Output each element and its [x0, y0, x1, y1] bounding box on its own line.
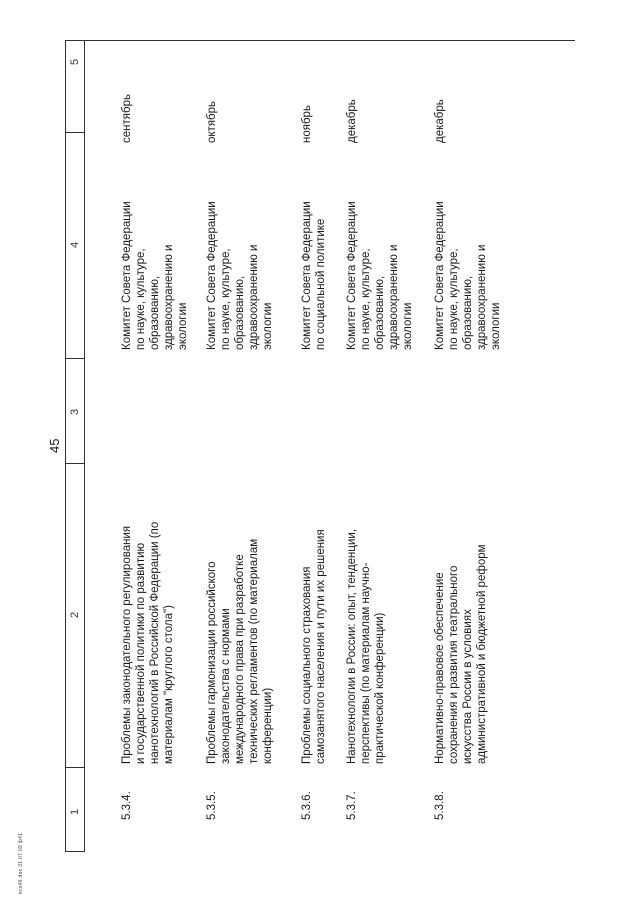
header-divider — [66, 132, 84, 133]
row-responsible: Комитет Совета Федерации по социальной политике — [301, 201, 327, 350]
row-number: 5.3.4. — [121, 791, 133, 820]
column-number-3: 3 — [69, 408, 81, 415]
column-number-2: 2 — [69, 611, 81, 618]
column-number-1: 1 — [69, 808, 81, 815]
row-title: Нормативно-правовое обеспечение сохранения и развития театрального искусства России в условиях административной и бюджетной реформ — [434, 544, 488, 764]
file-footnote: ecs46.doc 31.07.09 ф41 — [18, 832, 24, 894]
row-title: Проблемы гармонизации российского законодательства с нормами международного права при разработке технических регламентов (по материалам конференции) — [206, 538, 274, 764]
header-divider — [66, 767, 84, 768]
row-number: 5.3.5. — [206, 791, 218, 820]
row-title: Нанотехнологии в России: опыт, тенденции, перспективы (по материалам научно- практической конференции) — [346, 528, 386, 764]
row-number: 5.3.6. — [301, 791, 313, 820]
row-responsible: Комитет Совета Федерации по науке, культуре, образованию, здравоохранению и экологии — [206, 201, 274, 350]
row-responsible: Комитет Совета Федерации по науке, культуре, образованию, здравоохранению и экологии — [434, 201, 502, 350]
row-month: декабрь — [434, 99, 446, 143]
row-title: Проблемы социального страхования самозанятого населения и пути их решения — [301, 529, 327, 764]
row-month: октябрь — [206, 100, 218, 143]
row-responsible: Комитет Совета Федерации по науке, культуре, образованию, здравоохранению и экологии — [121, 201, 189, 350]
row-month: декабрь — [346, 99, 358, 143]
row-number: 5.3.8. — [434, 791, 446, 820]
row-month: ноябрь — [301, 105, 313, 143]
page-number: 45 — [47, 438, 62, 453]
table-right-border — [65, 40, 575, 41]
column-number-5: 5 — [69, 58, 81, 65]
header-divider — [66, 463, 84, 464]
column-number-4: 4 — [69, 241, 81, 248]
row-title: Проблемы законодательного регулирования и государственной политики по развитию нанотехнологий в Российской Федерации (по материалам "круглого стола") — [121, 521, 175, 764]
header-divider — [66, 358, 84, 359]
row-responsible: Комитет Совета Федерации по науке, культуре, образованию, здравоохранению и экологии — [346, 201, 414, 350]
row-number: 5.3.7. — [346, 791, 358, 820]
table-header — [65, 40, 85, 852]
row-month: сентябрь — [121, 94, 133, 143]
